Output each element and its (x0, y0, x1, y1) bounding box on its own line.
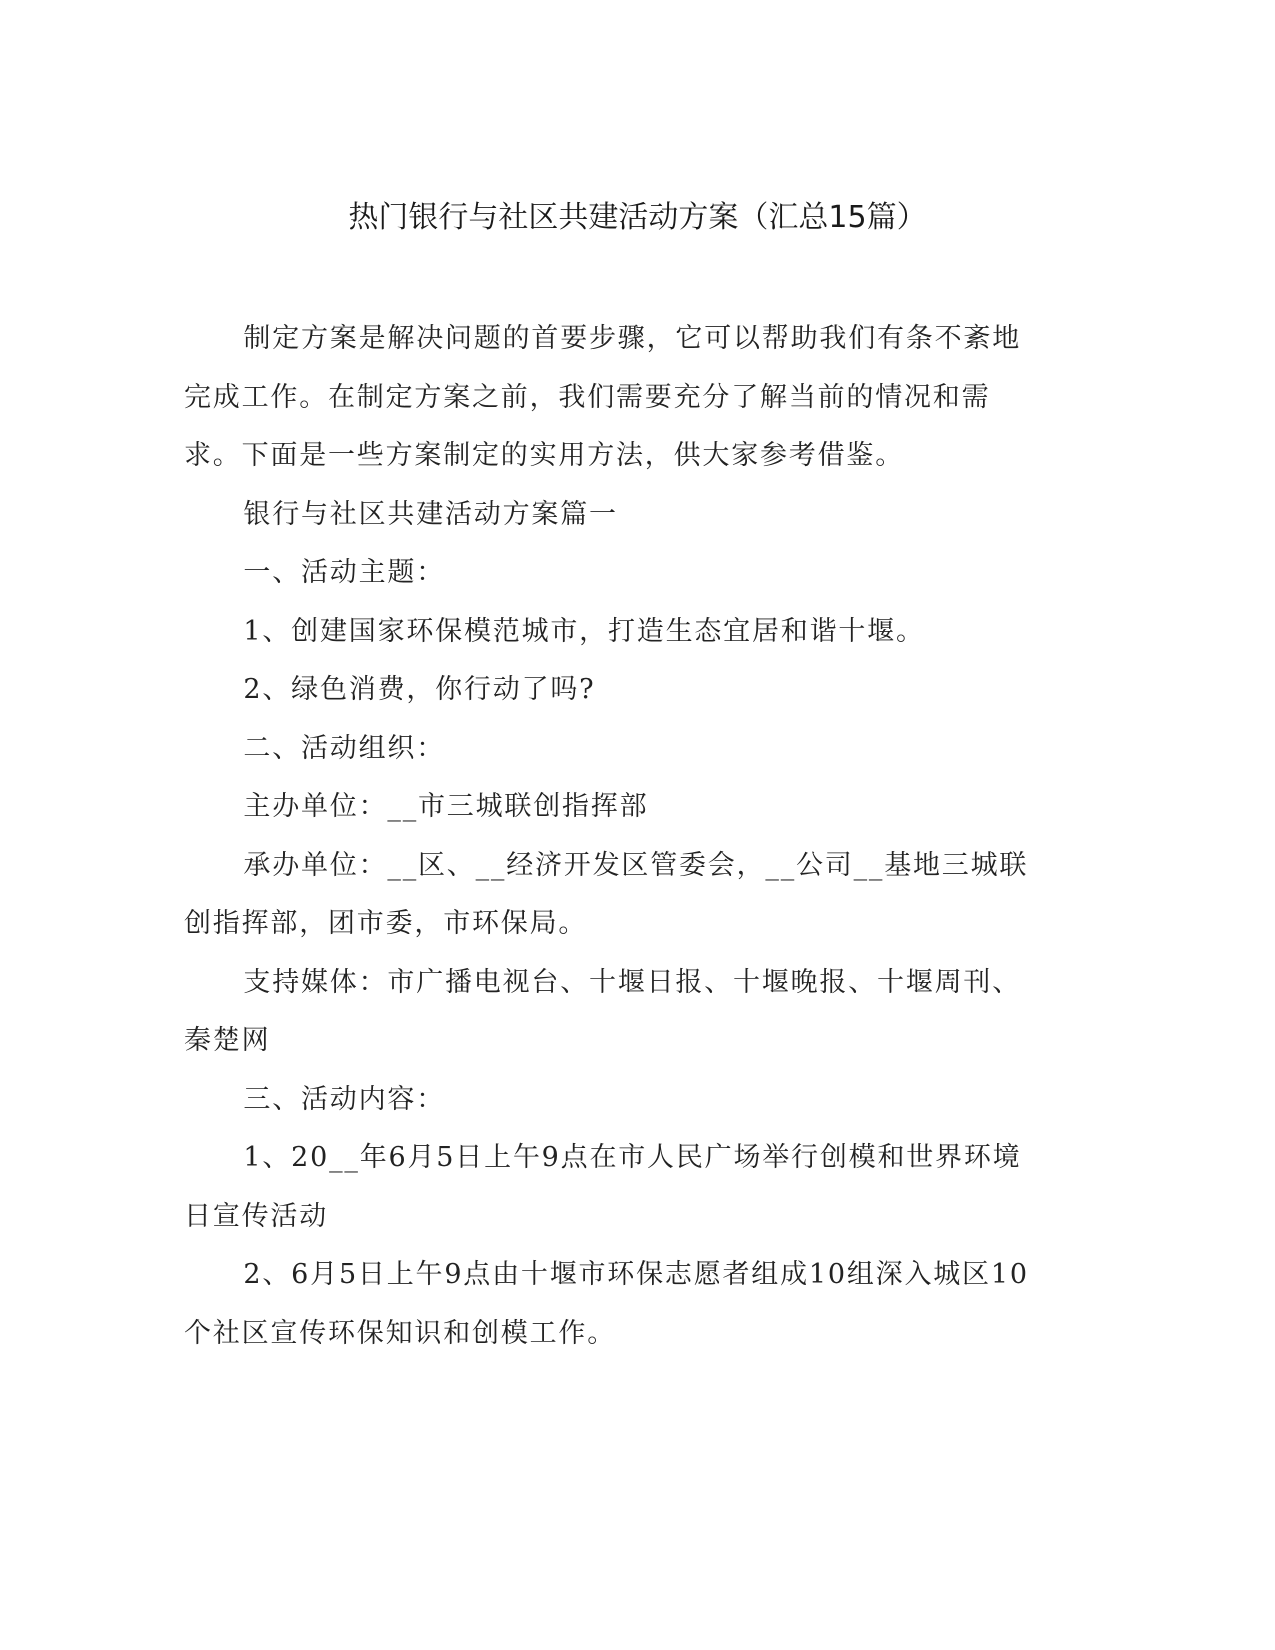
subheading-theme: 一、活动主题： (243, 557, 445, 588)
organizer-unit: 承办单位：__区、__经济开发区管委会，__公司__基地三城联创指挥部，团市委，市环保局。 (184, 849, 1029, 939)
list-item: 1、20__年6月5日上午9点在市人民广场举行创模和世界环境日宣传活动 (184, 1142, 1022, 1232)
intro-paragraph: 制定方案是解决问题的首要步骤，它可以帮助我们有条不紊地完成工作。在制定方案之前，我们需要充分了解当前的情况和需求。下面是一些方案制定的实用方法，供大家参考借鉴。 (184, 323, 1021, 471)
host-unit: 主办单位：__市三城联创指挥部 (243, 791, 649, 822)
list-item: 2、6月5日上午9点由十堰市环保志愿者组成10组深入城区10个社区宣传环保知识和创模工作。 (184, 1259, 1029, 1349)
document-title: 热门银行与社区共建活动方案（汇总15篇） (348, 200, 927, 235)
list-item: 2、绿色消费，你行动了吗? (243, 674, 596, 705)
subheading-content: 三、活动内容： (243, 1083, 445, 1115)
media-support: 支持媒体：市广播电视台、十堰日报、十堰晚报、十堰周刊、秦楚网 (184, 966, 1021, 1056)
subheading-organization: 二、活动组织： (243, 732, 445, 764)
document-body (184, 310, 1032, 1363)
section-heading: 银行与社区共建活动方案篇一 (243, 498, 618, 530)
list-item: 1、创建国家环保模范城市，打造生态宜居和谐十堰。 (243, 615, 925, 647)
